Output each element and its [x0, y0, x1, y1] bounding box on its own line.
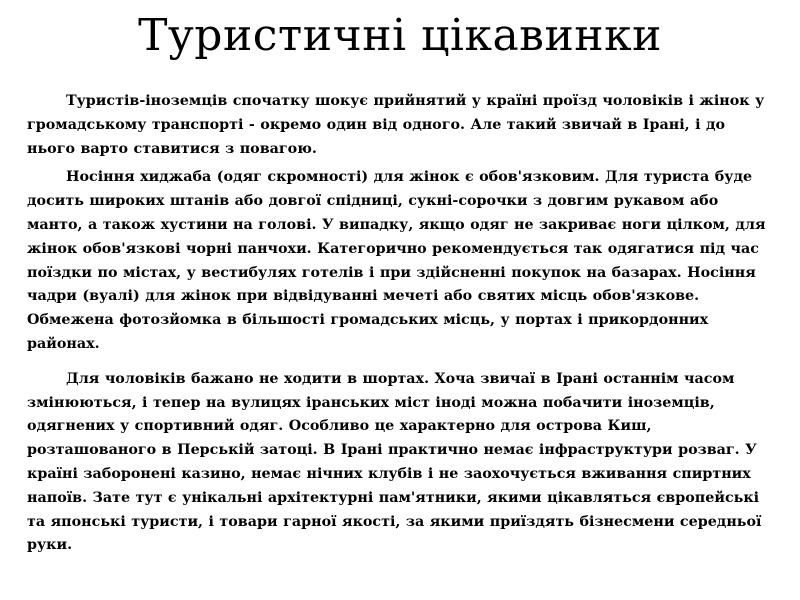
paragraph-men-clothing: Для чоловіків бажано не ходити в шортах. Хоча звичаї в Ірані останнім часом змінюються, і тепер на вулицях іранських міст іноді можна побачити іноземців, одягнених у спортивний одяг. Особливо це характерно для острова Киш, розташованого в Перській затоці. В Ірані практично немає інфраструктури розваг. У країні заборонені казино, немає нічних клубів і не заохочується вживання спиртних напоїв. Зате тут є унікальні архітектурні пам'ятники, якими цікавляться європейські та японські туристи, і товари гарної якості, за якими приїздять бізнесмени середньої руки.	[27, 370, 762, 554]
slide-body	[27, 90, 773, 558]
paragraph-transport: Туристів-іноземців спочатку шокує прийнятий у країні проїзд чоловіків і жінок у громадському транспорті - окремо один від одного. Але такий звичай в Ірані, і до нього варто ставитися з повагою.	[27, 93, 765, 157]
slide-title: Туристичні цікавинки	[138, 10, 662, 61]
paragraph-hijab: Носіння хиджаба (одяг скромності) для жінок є обов'язковим. Для туриста буде досить широких штанів або довгої спідниці, сукні-сорочки з довгим рукавом або манто, а також хустини на голові. У випадку, якщо одяг не закриває ноги цілком, для жінок обов'язкові чорні панчохи. Категорично рекомендується так одягатися під час поїздки по містах, у вестибулях готелів і при здійсненні покупок на базарах. Носіння чадри (вуалі) для жінок при відвідуванні мечеті або святих місць обов'язкове. Обмежена фотозйомка в більшості громадських місць, у портах і прикордонних районах.	[27, 169, 766, 352]
